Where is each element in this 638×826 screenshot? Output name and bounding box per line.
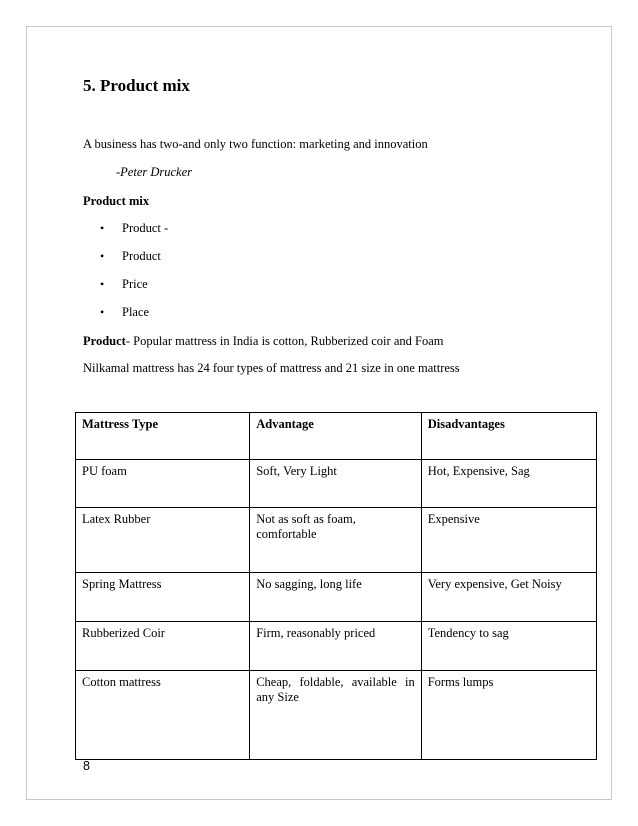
- bullet-icon: •: [100, 277, 105, 291]
- table-cell: Cotton mattress: [76, 671, 250, 760]
- product-mix-title: Product mix: [83, 194, 150, 208]
- table-row: [76, 508, 597, 573]
- list-item: [100, 249, 168, 277]
- bullet-icon: •: [100, 249, 105, 263]
- list-item-label: Product -: [122, 221, 169, 235]
- list-item: [100, 305, 168, 333]
- table-cell: PU foam: [76, 460, 250, 508]
- table-header-cell: Mattress Type: [76, 413, 250, 460]
- list-item-label: Price: [122, 277, 148, 291]
- table-cell: Firm, reasonably priced: [250, 622, 422, 671]
- table-row: [76, 622, 597, 671]
- table-cell: Soft, Very Light: [250, 460, 422, 508]
- table-cell: Latex Rubber: [76, 508, 250, 573]
- product-text: - Popular mattress in India is cotton, Rubberized coir and Foam: [125, 334, 444, 348]
- mattress-table: [75, 412, 597, 760]
- table-cell: No sagging, long life: [250, 573, 422, 622]
- table-row: [76, 460, 597, 508]
- table-header-cell: Advantage: [250, 413, 422, 460]
- table-header-row: [76, 413, 597, 460]
- list-item-label: Place: [122, 305, 150, 319]
- table-cell: Rubberized Coir: [76, 622, 250, 671]
- table-header-cell: Disadvantages: [421, 413, 596, 460]
- table-cell: Hot, Expensive, Sag: [421, 460, 596, 508]
- section-heading: 5. Product mix: [83, 76, 190, 95]
- table-cell: Cheap, foldable, available in any Size: [250, 671, 422, 760]
- table-cell: Spring Mattress: [76, 573, 250, 622]
- table-row: [76, 573, 597, 622]
- table-cell: Expensive: [421, 508, 596, 573]
- table-cell: Tendency to sag: [421, 622, 596, 671]
- bullet-icon: •: [100, 305, 105, 319]
- list-item: [100, 277, 168, 305]
- table-cell: Not as soft as foam, comfortable: [250, 508, 422, 573]
- list-item: [100, 221, 168, 249]
- page-number: 8: [83, 759, 90, 773]
- bullet-icon: •: [100, 221, 105, 235]
- product-label: Product: [83, 334, 126, 348]
- nilkamal-paragraph: Nilkamal mattress has 24 four types of mattress and 21 size in one mattress: [83, 361, 460, 375]
- product-mix-list: [100, 221, 168, 333]
- list-item-label: Product: [122, 249, 161, 263]
- table-cell: Forms lumps: [421, 671, 596, 760]
- quote-text: A business has two-and only two function: marketing and innovation: [83, 137, 428, 151]
- table-cell: Very expensive, Get Noisy: [421, 573, 596, 622]
- product-paragraph: [83, 334, 443, 349]
- quote-author: -Peter Drucker: [116, 165, 193, 179]
- table-row: [76, 671, 597, 760]
